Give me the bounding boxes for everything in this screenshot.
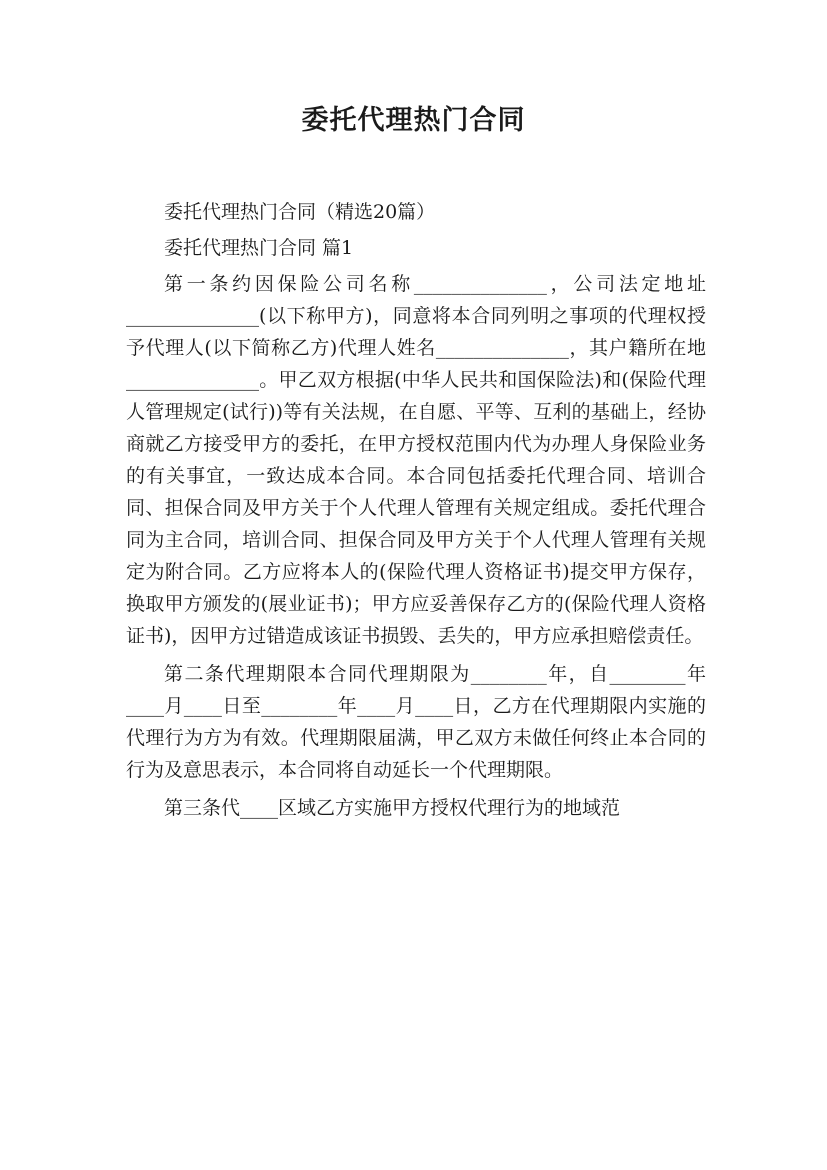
document-body xyxy=(126,196,706,830)
article-1-paragraph: 第一条约因保险公司名称______________，公司法定地址______________(以下称甲方)，同意将本合同列明之事项的代理权授予代理人(以下简称乙方)代理人姓名______________，其户籍所在地______________。甲乙双方根据(中华人民共和国保险法)和(保险代理人管理规定(试行))等有关法规，在自愿、平等、互利的基础上，经协商就乙方接受甲方的委托，在甲方授权范围内代为办理人身保险业务的有关事宜，一致达成本合同。本合同包括委托代理合同、培训合同、担保合同及甲方关于个人代理人管理有关规定组成。委托代理合同为主合同，培训合同、担保合同及甲方关于个人代理人管理有关规定为附合同。乙方应将本人的(保险代理人资格证书)提交甲方保存，换取甲方颁发的(展业证书)；甲方应妥善保存乙方的(保险代理人资格证书)，因甲方过错造成该证书损毁、丢失的，甲方应承担赔偿责任。 xyxy=(126,273,706,647)
document-subtitle: 委托代理热门合同（精选20篇） xyxy=(164,201,436,223)
document-title: 委托代理热门合同 xyxy=(301,105,526,136)
article-2-paragraph: 第二条代理期限本合同代理期限为________年，自________年____月____日至________年____月____日，乙方在代理期限内实施的代理行为方为有效。代理期限届满，甲乙双方未做任何终止本合同的行为及意思表示，本合同将自动延长一个代理期限。 xyxy=(126,663,706,781)
article-3-paragraph: 第三条代____区域乙方实施甲方授权代理行为的地域范 xyxy=(164,797,621,819)
section-heading: 委托代理热门合同 篇1 xyxy=(164,237,354,259)
